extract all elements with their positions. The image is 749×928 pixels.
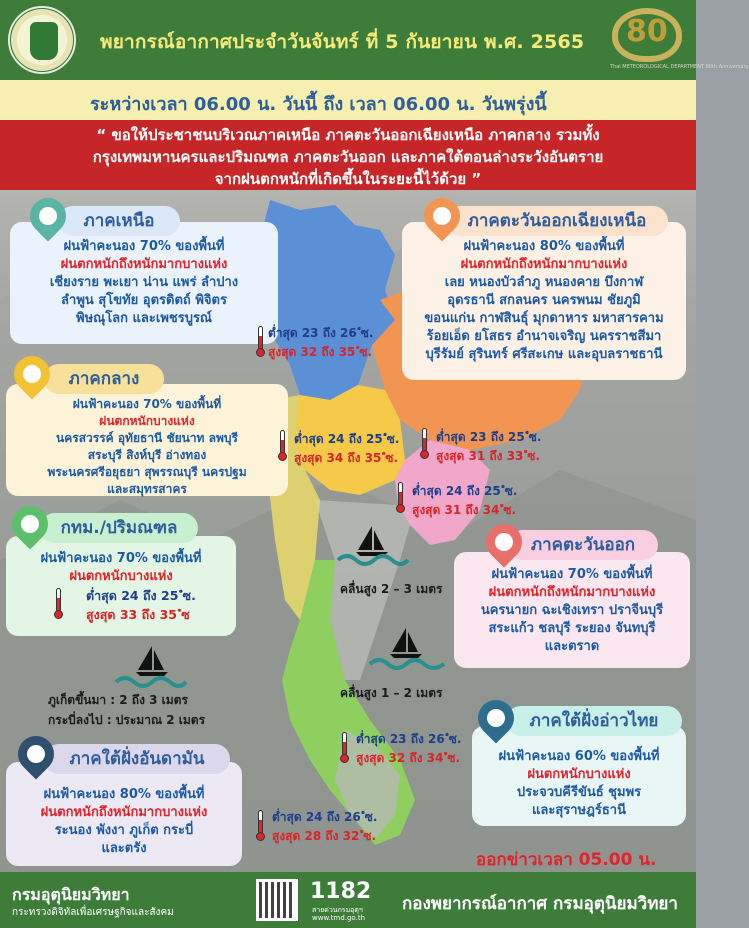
period-band — [0, 80, 696, 120]
anniversary-caption: Thai METEOROLOGICAL DEPARTMENT 80th Anniversary — [610, 64, 749, 70]
central-areas-1: นครสวรรค์ อุทัยธานี ชัยนาท ลพบุรี — [56, 431, 238, 445]
central-areas-4: และสมุทรสาคร — [107, 482, 187, 496]
northeast-thermometer-icon — [420, 428, 428, 458]
andaman-wave-line-1: ภูเก็ตขึ้นมา : 2 ถึง 3 เมตร — [48, 693, 188, 707]
hotline-sub-1: สายด่วนกรมอุตุฯ — [312, 906, 363, 914]
hotline-website[interactable]: www.tmd.go.th — [312, 914, 365, 922]
northeast-heavy: ฝนตกหนักถึงหนักมากบางแห่ง — [460, 257, 628, 272]
south-andaman-rain: ฝนฟ้าคะนอง 80% ของพื้นที่ — [43, 787, 205, 802]
warning-line-3: จากฝนตกหนักที่เกิดขึ้นในระยะนี้ไว้ด้วย ” — [214, 170, 482, 188]
north-box — [10, 222, 278, 344]
warning-line-1: “ ขอให้ประชาชนบริเวณภาคเหนือ ภาคตะวันออกเฉียงเหนือ ภาคกลาง รวมทั้ง — [96, 126, 600, 144]
east-areas-2: สระแก้ว ชลบุรี ระยอง จันทบุรี — [488, 621, 656, 636]
east-temp-high: สูงสุด 31 ถึง 34 ํซ. — [412, 503, 517, 517]
northeast-areas-3: ขอนแก่น กาฬสินธุ์ มุกดาหาร มหาสารคาม — [424, 311, 664, 326]
south-gulf-areas-1: ประจวบคีรีขันธ์ ชุมพร — [516, 785, 642, 800]
andaman-wave-text — [48, 690, 205, 730]
east-title: ภาคตะวันออก — [508, 530, 658, 560]
south-andaman-title: ภาคใต้ฝั่งอันดามัน — [44, 744, 230, 774]
south-gulf-temp — [356, 730, 461, 768]
east-rain: ฝนฟ้าคะนอง 70% ของพื้นที่ — [491, 567, 653, 582]
bangkok-thermometer-icon — [54, 588, 62, 618]
issued-time: ออกข่าวเวลา 05.00 น. — [476, 850, 657, 870]
bangkok-temp-high: สูงสุด 33 ถึง 35 ํซ — [86, 607, 190, 622]
south-andaman-areas-2: และตรัง — [101, 841, 147, 856]
northeast-areas-1: เลย หนองบัวลำภู หนองคาย บึงกาฬ — [444, 275, 644, 290]
northeast-temp — [436, 428, 541, 466]
central-thermometer-icon — [278, 430, 286, 460]
central-areas-2: สระบุรี สิงห์บุรี อ่างทอง — [87, 448, 207, 462]
andaman-wave-icon — [116, 674, 186, 688]
south-andaman-temp-high: สูงสุด 28 ถึง 32 ํซ. — [272, 829, 377, 843]
anniversary-logo — [606, 6, 749, 76]
bangkok-title: กทม./ปริมณฑล — [40, 513, 198, 543]
northeast-temp-high: สูงสุด 31 ถึง 33 ํซ. — [436, 449, 541, 463]
page-title: พยากรณ์อากาศประจำวันจันทร์ ที่ 5 กันยายน พ.ศ. 2565 — [100, 31, 585, 53]
east-temp-low: ต่ำสุด 24 ถึง 25 ํซ. — [412, 484, 518, 498]
northeast-areas-4: ร้อยเอ็ด ยโสธร อำนาจเจริญ นครราชสีมา — [426, 329, 662, 344]
north-areas-3: พิษณุโลก และเพชรบูรณ์ — [76, 311, 212, 326]
bangkok-temp — [86, 586, 196, 624]
bangkok-rain: ฝนฟ้าคะนอง 70% ของพื้นที่ — [40, 551, 202, 566]
central-title: ภาคกลาง — [44, 364, 164, 394]
northeast-areas-2: อุดรธานี สกลนคร นครพนม ชัยภูมิ — [447, 293, 641, 308]
northeast-temp-low: ต่ำสุด 23 ถึง 25 ํซ. — [436, 430, 542, 444]
south-gulf-thermometer-icon — [340, 732, 348, 762]
gulf-upper-wave-text: คลื่นสูง 2 – 3 เมตร — [340, 582, 443, 596]
south-gulf-box — [472, 726, 686, 826]
hotline-sub — [312, 906, 365, 922]
north-temp-low: ต่ำสุด 23 ถึง 26 ํซ. — [268, 326, 374, 340]
gulf-lower-wave-text: คลื่นสูง 1 – 2 เมตร — [340, 686, 443, 700]
northeast-areas-5: บุรีรัมย์ สุรินทร์ ศรีสะเกษ และอุบลราชธานี — [425, 347, 663, 362]
qr-code-icon[interactable] — [256, 879, 298, 921]
gulf-upper-wave-icon — [338, 552, 408, 566]
central-rain: ฝนฟ้าคะนอง 70% ของพื้นที่ — [72, 397, 222, 411]
north-thermometer-icon — [256, 326, 264, 356]
tmd-logo — [8, 6, 76, 74]
east-temp — [412, 482, 517, 520]
south-andaman-areas-1: ระนอง พังงา ภูเก็ต กระบี่ — [54, 823, 194, 838]
north-areas-2: ลำพูน สุโขทัย อุตรดิตถ์ พิจิตร — [61, 293, 227, 308]
east-areas-1: นครนายก ฉะเชิงเทรา ปราจีนบุรี — [480, 603, 664, 618]
east-box — [454, 552, 690, 668]
north-temp — [268, 324, 373, 362]
hotline-number: 1182 — [310, 879, 372, 904]
south-andaman-temp — [272, 808, 377, 846]
south-gulf-rain: ฝนฟ้าคะนอง 60% ของพื้นที่ — [498, 749, 660, 764]
central-areas-3: พระนครศรีอยุธยา สุพรรณบุรี นครปฐม — [47, 465, 247, 479]
period-text: ระหว่างเวลา 06.00 น. วันนี้ ถึง เวลา 06.00 น. วันพรุ่งนี้ — [90, 94, 547, 115]
south-gulf-title: ภาคใต้ฝั่งอ่าวไทย — [506, 706, 682, 736]
central-temp-low: ต่ำสุด 24 ถึง 25 ํซ. — [294, 432, 400, 446]
north-temp-high: สูงสุด 32 ถึง 35 ํซ. — [268, 345, 373, 359]
south-gulf-temp-high: สูงสุด 32 ถึง 34 ํซ. — [356, 751, 461, 765]
footer-bar — [0, 872, 696, 928]
bangkok-temp-low: ต่ำสุด 24 ถึง 25 ํซ. — [86, 588, 196, 603]
central-heavy: ฝนตกหนักบางแห่ง — [99, 414, 195, 428]
northeast-title: ภาคตะวันออกเฉียงเหนือ — [446, 206, 668, 236]
east-thermometer-icon — [396, 482, 404, 512]
anniversary-number: 80 — [626, 14, 668, 49]
north-heavy: ฝนตกหนักถึงหนักมากบางแห่ง — [60, 257, 228, 272]
east-heavy: ฝนตกหนักถึงหนักมากบางแห่ง — [488, 585, 656, 600]
south-andaman-temp-low: ต่ำสุด 24 ถึง 26 ํซ. — [272, 810, 378, 824]
south-gulf-heavy: ฝนตกหนักบางแห่ง — [527, 767, 631, 782]
east-areas-3: และตราด — [544, 639, 600, 654]
bangkok-heavy: ฝนตกหนักบางแห่ง — [69, 569, 173, 584]
northeast-rain: ฝนฟ้าคะนอง 80% ของพื้นที่ — [463, 239, 625, 254]
north-areas-1: เชียงราย พะเยา น่าน แพร่ ลำปาง — [49, 275, 239, 290]
south-andaman-box — [6, 762, 242, 866]
northeast-box — [402, 222, 686, 380]
andaman-wave-line-2: กระบี่ลงไป : ประมาณ 2 เมตร — [48, 713, 206, 727]
gulf-lower-wave-icon — [370, 656, 444, 670]
footer-ministry: กระทรวงดิจิทัลเพื่อเศรษฐกิจและสังคม — [12, 907, 174, 918]
footer-division: กองพยากรณ์อากาศ กรมอุตุนิยมวิทยา — [402, 894, 678, 914]
warning-banner — [0, 120, 696, 190]
footer-org: กรมอุตุนิยมวิทยา — [12, 885, 130, 904]
south-andaman-heavy: ฝนตกหนักถึงหนักมากบางแห่ง — [40, 805, 208, 820]
south-andaman-thermometer-icon — [256, 810, 264, 840]
header-bar — [0, 0, 749, 80]
central-temp-high: สูงสุด 34 ถึง 35 ํซ. — [294, 451, 399, 465]
warning-line-2: กรุงเทพมหานครและปริมณฑล ภาคตะวันออก และภาคใต้ตอนล่างระวังอันตราย — [92, 148, 604, 166]
central-box — [6, 384, 288, 496]
north-title: ภาคเหนือ — [58, 206, 180, 236]
south-gulf-areas-2: และสุราษฎร์ธานี — [532, 803, 626, 818]
south-gulf-temp-low: ต่ำสุด 23 ถึง 26 ํซ. — [356, 732, 462, 746]
central-temp — [294, 430, 399, 468]
north-rain: ฝนฟ้าคะนอง 70% ของพื้นที่ — [63, 239, 225, 254]
